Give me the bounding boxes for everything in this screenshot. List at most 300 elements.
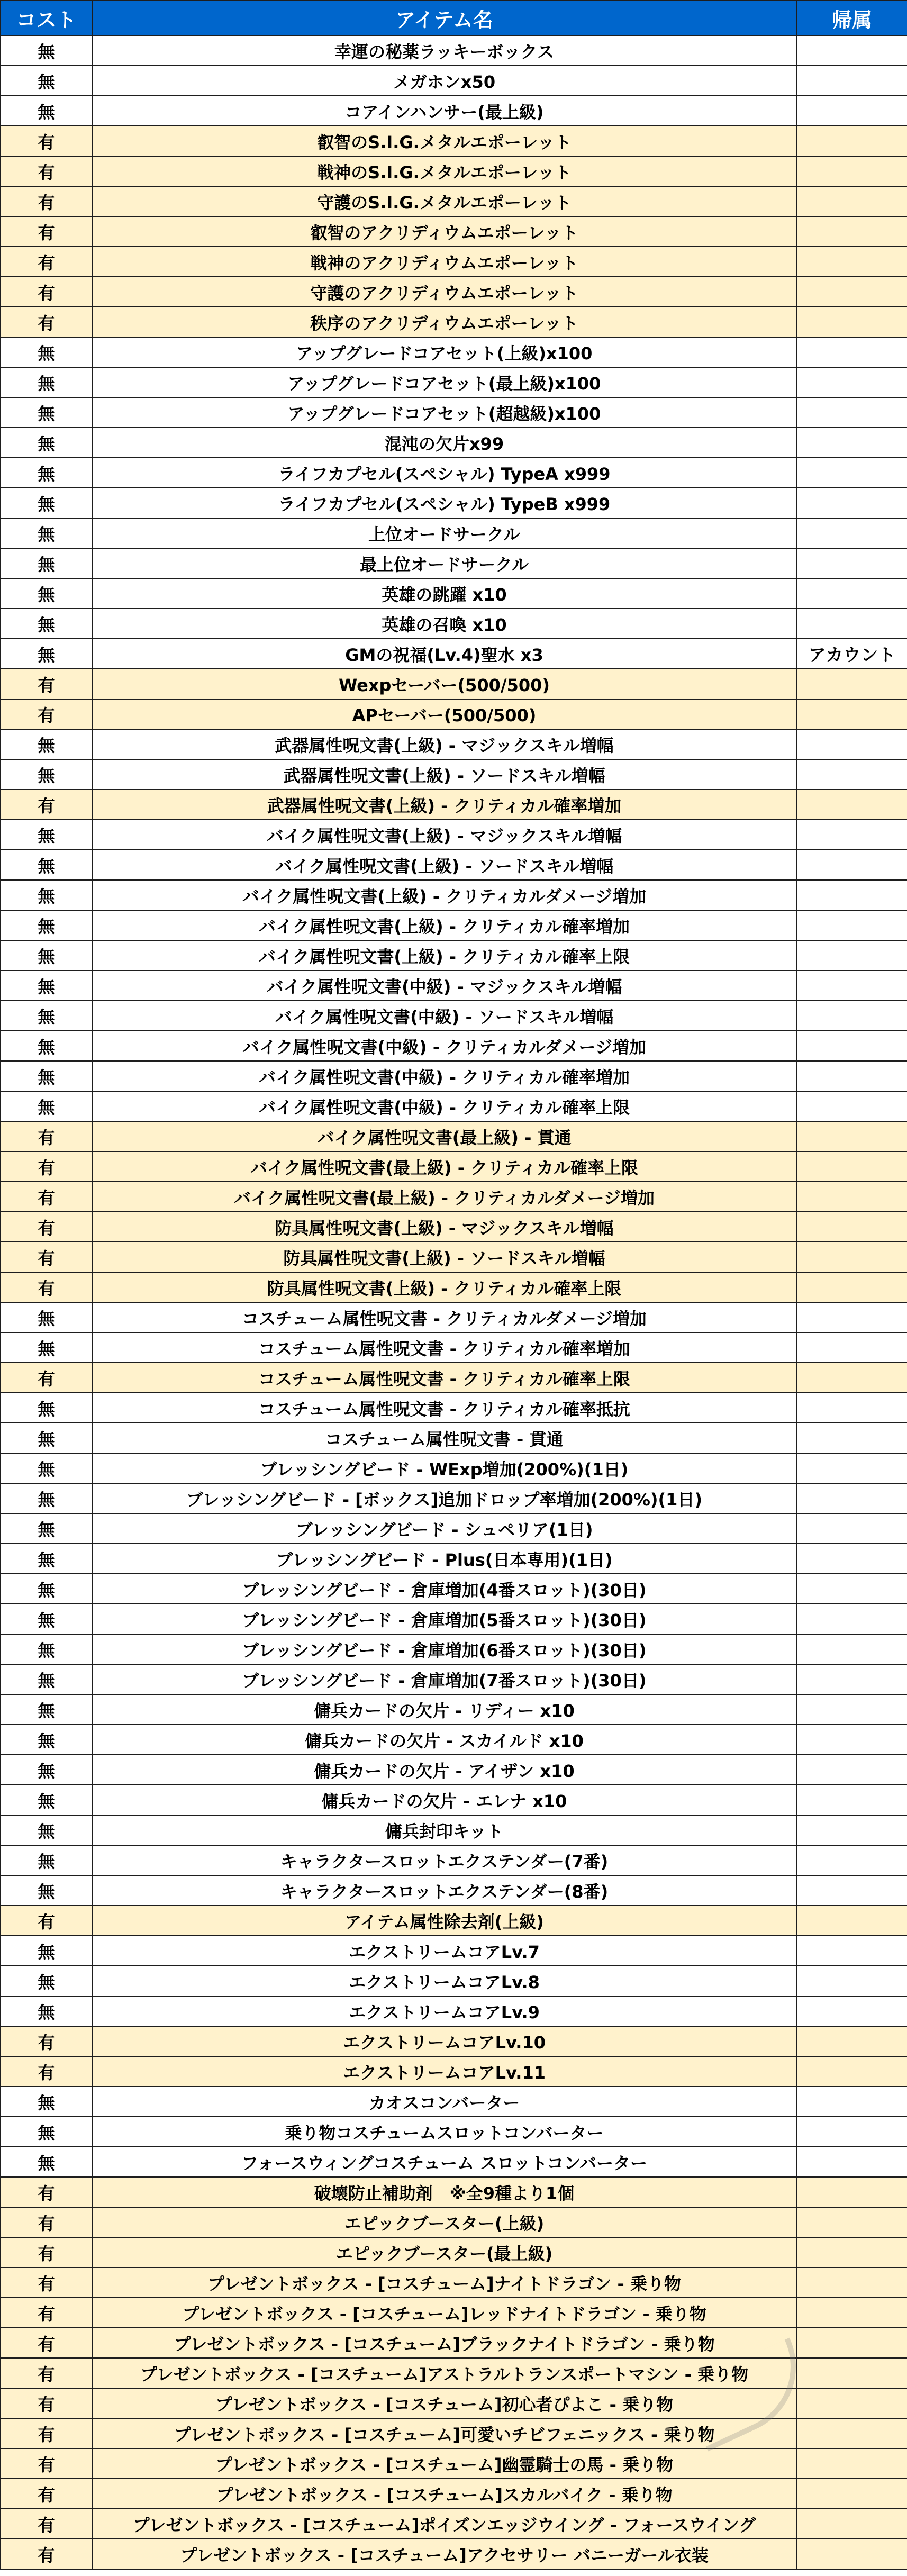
cost-cell: 有 (1, 2267, 92, 2298)
item-name-cell: コスチューム属性呪文書 - クリティカル確率上限 (92, 1363, 796, 1393)
item-name-cell: ブレッシングビード - 倉庫増加(6番スロット)(30日) (92, 1634, 796, 1664)
cost-cell: 有 (1, 2298, 92, 2328)
cost-cell: 有 (1, 1242, 92, 1272)
bind-cell (796, 2177, 907, 2207)
bind-cell (796, 307, 907, 337)
table-row (1, 578, 907, 609)
table-row (1, 2087, 907, 2117)
bind-cell (796, 1031, 907, 1061)
item-name-cell: 英雄の召喚 x10 (92, 609, 796, 639)
cost-cell: 無 (1, 1302, 92, 1332)
table-row (1, 1725, 907, 1755)
table-row (1, 2056, 907, 2087)
bind-cell (796, 1845, 907, 1875)
item-name-cell: Wexpセーバー(500/500) (92, 669, 796, 699)
table-row (1, 639, 907, 669)
cost-cell: 有 (1, 2177, 92, 2207)
header-item-name: アイテム名 (92, 1, 796, 35)
table-row (1, 1212, 907, 1242)
cost-cell: 有 (1, 2448, 92, 2479)
table-row (1, 2147, 907, 2177)
item-name-cell: ブレッシングビード - 倉庫増加(5番スロット)(30日) (92, 1604, 796, 1634)
bind-cell (796, 337, 907, 367)
bind-cell (796, 2328, 907, 2358)
table-row (1, 126, 907, 156)
table-row (1, 1151, 907, 1182)
cost-cell: 無 (1, 1875, 92, 1906)
table-row (1, 1845, 907, 1875)
cost-cell: 無 (1, 910, 92, 940)
item-name-cell: 武器属性呪文書(上級) - ソードスキル増幅 (92, 759, 796, 790)
item-name-cell: バイク属性呪文書(上級) - クリティカル確率増加 (92, 910, 796, 940)
table-row (1, 488, 907, 518)
table-row (1, 2539, 907, 2569)
table-row (1, 156, 907, 186)
item-name-cell: ブレッシングビード - 倉庫増加(4番スロット)(30日) (92, 1574, 796, 1604)
table-body (1, 35, 907, 2569)
item-name-cell: 破壊防止補助剤 ※全9種より1個 (92, 2177, 796, 2207)
table-row (1, 307, 907, 337)
bind-cell (796, 2147, 907, 2177)
table-row (1, 2388, 907, 2418)
table-row (1, 277, 907, 307)
cost-cell: 有 (1, 2509, 92, 2539)
cost-cell: 無 (1, 96, 92, 126)
bind-cell (796, 2087, 907, 2117)
cost-cell: 有 (1, 2207, 92, 2237)
table-row (1, 1664, 907, 1694)
cost-cell: 有 (1, 2328, 92, 2358)
item-name-cell: エクストリームコアLv.11 (92, 2056, 796, 2087)
bind-cell (796, 1875, 907, 1906)
bind-cell (796, 1634, 907, 1664)
table-row (1, 2479, 907, 2509)
table-row (1, 729, 907, 759)
cost-cell: 無 (1, 1574, 92, 1604)
table-row (1, 1423, 907, 1453)
bind-cell (796, 1151, 907, 1182)
table-row (1, 1332, 907, 1363)
bind-cell (796, 759, 907, 790)
item-name-cell: 英雄の跳躍 x10 (92, 578, 796, 609)
bind-cell (796, 247, 907, 277)
bind-cell (796, 156, 907, 186)
bind-cell (796, 488, 907, 518)
cost-cell: 有 (1, 1363, 92, 1393)
cost-cell: 有 (1, 1182, 92, 1212)
item-name-cell: バイク属性呪文書(上級) - ソードスキル増幅 (92, 850, 796, 880)
bind-cell (796, 397, 907, 428)
table-row (1, 397, 907, 428)
cost-cell: 無 (1, 850, 92, 880)
item-name-cell: 秩序のアクリディウムエポーレット (92, 307, 796, 337)
item-name-cell: キャラクタースロットエクステンダー(8番) (92, 1875, 796, 1906)
item-name-cell: コスチューム属性呪文書 - クリティカル確率増加 (92, 1332, 796, 1363)
table-row (1, 2237, 907, 2267)
table-row (1, 2026, 907, 2056)
bind-cell (796, 96, 907, 126)
cost-cell: 有 (1, 2026, 92, 2056)
bind-cell (796, 1121, 907, 1151)
bind-cell (796, 699, 907, 729)
table-row (1, 2418, 907, 2448)
item-name-cell: GMの祝福(Lv.4)聖水 x3 (92, 639, 796, 669)
item-name-cell: プレゼントボックス - [コスチューム]可愛いチビフェニックス - 乗り物 (92, 2418, 796, 2448)
item-name-cell: バイク属性呪文書(最上級) - クリティカル確率上限 (92, 1151, 796, 1182)
table-row (1, 790, 907, 820)
item-name-cell: ブレッシングビード - WExp増加(200%)(1日) (92, 1453, 796, 1483)
bind-cell (796, 1996, 907, 2026)
cost-cell: 無 (1, 1966, 92, 1996)
bind-cell (796, 1242, 907, 1272)
item-name-cell: プレゼントボックス - [コスチューム]アクセサリー バニーガール衣装 (92, 2539, 796, 2569)
item-name-cell: 傭兵カードの欠片 - リディー x10 (92, 1694, 796, 1725)
cost-cell: 有 (1, 2418, 92, 2448)
item-name-cell: プレゼントボックス - [コスチューム]アストラルトランスポートマシン - 乗り物 (92, 2358, 796, 2388)
bind-cell (796, 1513, 907, 1544)
item-name-cell: プレゼントボックス - [コスチューム]ポイズンエッジウイング - フォースウイング (92, 2509, 796, 2539)
item-name-cell: バイク属性呪文書(最上級) - 貫通 (92, 1121, 796, 1151)
table-row (1, 1634, 907, 1664)
item-name-cell: 叡智のS.I.G.メタルエポーレット (92, 126, 796, 156)
item-name-cell: コスチューム属性呪文書 - クリティカル確率抵抗 (92, 1393, 796, 1423)
cost-cell: 有 (1, 1151, 92, 1182)
table-row (1, 1121, 907, 1151)
bind-cell (796, 277, 907, 307)
item-name-cell: 戦神のS.I.G.メタルエポーレット (92, 156, 796, 186)
cost-cell: 有 (1, 156, 92, 186)
cost-cell: 無 (1, 548, 92, 578)
cost-cell: 無 (1, 1996, 92, 2026)
cost-cell: 有 (1, 2056, 92, 2087)
bind-cell (796, 367, 907, 397)
table-row (1, 1302, 907, 1332)
table-row (1, 2509, 907, 2539)
table-header (1, 1, 907, 35)
table-row (1, 759, 907, 790)
table-row (1, 2358, 907, 2388)
cost-cell: 無 (1, 2147, 92, 2177)
table-row (1, 1031, 907, 1061)
table-row (1, 337, 907, 367)
item-name-cell: 傭兵カードの欠片 - エレナ x10 (92, 1785, 796, 1815)
header-cost: コスト (1, 1, 92, 35)
cost-cell: 無 (1, 337, 92, 367)
cost-cell: 有 (1, 2539, 92, 2569)
cost-cell: 無 (1, 66, 92, 96)
item-name-cell: 戦神のアクリディウムエポーレット (92, 247, 796, 277)
cost-cell: 無 (1, 1332, 92, 1363)
item-name-cell: プレゼントボックス - [コスチューム]レッドナイトドラゴン - 乗り物 (92, 2298, 796, 2328)
item-name-cell: ブレッシングビード - シュペリア(1日) (92, 1513, 796, 1544)
item-name-cell: 最上位オードサークル (92, 548, 796, 578)
table-row (1, 1966, 907, 1996)
table-row (1, 1906, 907, 1936)
item-name-cell: コスチューム属性呪文書 - 貫通 (92, 1423, 796, 1453)
table-row (1, 1272, 907, 1302)
bind-cell (796, 940, 907, 970)
bind-cell (796, 1785, 907, 1815)
bind-cell (796, 729, 907, 759)
header-row (1, 1, 907, 35)
bind-cell (796, 66, 907, 96)
cost-cell: 無 (1, 1513, 92, 1544)
cost-cell: 無 (1, 458, 92, 488)
bind-cell (796, 1001, 907, 1031)
cost-cell: 無 (1, 970, 92, 1001)
bind-cell (796, 1755, 907, 1785)
item-name-cell: バイク属性呪文書(中級) - マジックスキル増幅 (92, 970, 796, 1001)
item-name-cell: キャラクタースロットエクステンダー(7番) (92, 1845, 796, 1875)
bind-cell (796, 1302, 907, 1332)
bind-cell (796, 1694, 907, 1725)
cost-cell: 無 (1, 428, 92, 458)
item-name-cell: バイク属性呪文書(中級) - クリティカル確率上限 (92, 1091, 796, 1121)
cost-cell: 無 (1, 880, 92, 910)
item-name-cell: プレゼントボックス - [コスチューム]幽霊騎士の馬 - 乗り物 (92, 2448, 796, 2479)
item-name-cell: エクストリームコアLv.7 (92, 1936, 796, 1966)
table-row (1, 880, 907, 910)
table-row (1, 669, 907, 699)
item-name-cell: 幸運の秘薬ラッキーボックス (92, 35, 796, 66)
table-row (1, 1091, 907, 1121)
item-name-cell: コアインハンサー(最上級) (92, 96, 796, 126)
item-name-cell: 守護のアクリディウムエポーレット (92, 277, 796, 307)
cost-cell: 有 (1, 790, 92, 820)
item-name-cell: プレゼントボックス - [コスチューム]ナイトドラゴン - 乗り物 (92, 2267, 796, 2298)
cost-cell: 無 (1, 1393, 92, 1423)
table-row (1, 1513, 907, 1544)
cost-cell: 無 (1, 35, 92, 66)
table-row (1, 1574, 907, 1604)
item-name-cell: 混沌の欠片x99 (92, 428, 796, 458)
cost-cell: 有 (1, 1272, 92, 1302)
item-name-cell: アップグレードコアセット(超越級)x100 (92, 397, 796, 428)
bind-cell (796, 2358, 907, 2388)
bind-cell (796, 216, 907, 247)
bind-cell (796, 1815, 907, 1845)
cost-cell: 無 (1, 518, 92, 548)
cost-cell: 有 (1, 669, 92, 699)
bind-cell (796, 548, 907, 578)
cost-cell: 無 (1, 1785, 92, 1815)
cost-cell: 有 (1, 2479, 92, 2509)
cost-cell: 無 (1, 488, 92, 518)
item-name-cell: APセーバー(500/500) (92, 699, 796, 729)
bind-cell (796, 1664, 907, 1694)
table-row (1, 1393, 907, 1423)
table-row (1, 1061, 907, 1091)
table-row (1, 1694, 907, 1725)
bind-cell (796, 1453, 907, 1483)
table-row (1, 66, 907, 96)
table-row (1, 367, 907, 397)
item-name-cell: バイク属性呪文書(最上級) - クリティカルダメージ増加 (92, 1182, 796, 1212)
table-row (1, 940, 907, 970)
cost-cell: 有 (1, 2388, 92, 2418)
bind-cell (796, 1574, 907, 1604)
item-name-cell: フォースウィングコスチューム スロットコンバーター (92, 2147, 796, 2177)
item-name-cell: 傭兵カードの欠片 - スカイルド x10 (92, 1725, 796, 1755)
table-row (1, 1544, 907, 1574)
table-row (1, 910, 907, 940)
item-name-cell: エピックブースター(最上級) (92, 2237, 796, 2267)
bind-cell (796, 1363, 907, 1393)
cost-cell: 無 (1, 2087, 92, 2117)
cost-cell: 無 (1, 1604, 92, 1634)
cost-cell: 無 (1, 1664, 92, 1694)
table-row (1, 1453, 907, 1483)
cost-cell: 有 (1, 216, 92, 247)
table-row (1, 1936, 907, 1966)
bind-cell (796, 1936, 907, 1966)
bind-cell (796, 2539, 907, 2569)
cost-cell: 無 (1, 397, 92, 428)
table-row (1, 2207, 907, 2237)
bind-cell (796, 2237, 907, 2267)
bind-cell (796, 1272, 907, 1302)
bind-cell (796, 850, 907, 880)
item-name-cell: プレゼントボックス - [コスチューム]初心者ぴよこ - 乗り物 (92, 2388, 796, 2418)
cost-cell: 無 (1, 578, 92, 609)
table-row (1, 518, 907, 548)
cost-cell: 無 (1, 1634, 92, 1664)
cost-cell: 有 (1, 186, 92, 216)
cost-cell: 無 (1, 1725, 92, 1755)
cost-cell: 有 (1, 1121, 92, 1151)
bind-cell (796, 1393, 907, 1423)
bind-cell (796, 2479, 907, 2509)
item-name-cell: エクストリームコアLv.8 (92, 1966, 796, 1996)
table-row (1, 458, 907, 488)
table-row (1, 186, 907, 216)
cost-cell: 無 (1, 2117, 92, 2147)
item-name-cell: 防具属性呪文書(上級) - マジックスキル増幅 (92, 1212, 796, 1242)
table-row (1, 1785, 907, 1815)
item-name-cell: 傭兵封印キット (92, 1815, 796, 1845)
table-row (1, 2448, 907, 2479)
bind-cell (796, 2418, 907, 2448)
cost-cell: 無 (1, 759, 92, 790)
item-name-cell: 武器属性呪文書(上級) - クリティカル確率増加 (92, 790, 796, 820)
item-name-cell: バイク属性呪文書(中級) - ソードスキル増幅 (92, 1001, 796, 1031)
table-row (1, 1755, 907, 1785)
cost-cell: 有 (1, 307, 92, 337)
item-name-cell: ブレッシングビード - Plus(日本専用)(1日) (92, 1544, 796, 1574)
cost-cell: 有 (1, 1906, 92, 1936)
table-row (1, 2298, 907, 2328)
item-name-cell: アイテム属性除去剤(上級) (92, 1906, 796, 1936)
item-name-cell: バイク属性呪文書(上級) - クリティカル確率上限 (92, 940, 796, 970)
item-name-cell: プレゼントボックス - [コスチューム]ブラックナイトドラゴン - 乗り物 (92, 2328, 796, 2358)
bind-cell (796, 1906, 907, 1936)
item-name-cell: カオスコンバーター (92, 2087, 796, 2117)
table-row (1, 1604, 907, 1634)
bind-cell (796, 1212, 907, 1242)
bind-cell (796, 2298, 907, 2328)
bind-cell (796, 2267, 907, 2298)
bind-cell (796, 1725, 907, 1755)
bind-cell (796, 1604, 907, 1634)
table-row (1, 1001, 907, 1031)
table-row (1, 2267, 907, 2298)
table-row (1, 2177, 907, 2207)
table-row (1, 609, 907, 639)
table-row (1, 699, 907, 729)
item-name-cell: プレゼントボックス - [コスチューム]スカルバイク - 乗り物 (92, 2479, 796, 2509)
item-name-cell: バイク属性呪文書(上級) - マジックスキル増幅 (92, 820, 796, 850)
bind-cell (796, 35, 907, 66)
cost-cell: 無 (1, 1544, 92, 1574)
bind-cell (796, 1182, 907, 1212)
bind-cell (796, 518, 907, 548)
cost-cell: 無 (1, 1755, 92, 1785)
table-row (1, 216, 907, 247)
item-name-cell: エクストリームコアLv.9 (92, 1996, 796, 2026)
bind-cell (796, 1483, 907, 1513)
item-name-cell: バイク属性呪文書(中級) - クリティカルダメージ増加 (92, 1031, 796, 1061)
bind-cell (796, 790, 907, 820)
item-name-cell: エピックブースター(上級) (92, 2207, 796, 2237)
table-row (1, 1242, 907, 1272)
bind-cell (796, 609, 907, 639)
bind-cell (796, 820, 907, 850)
item-name-cell: 叡智のアクリディウムエポーレット (92, 216, 796, 247)
item-name-cell: コスチューム属性呪文書 - クリティカルダメージ増加 (92, 1302, 796, 1332)
cost-cell: 有 (1, 699, 92, 729)
cost-cell: 無 (1, 729, 92, 759)
table-row (1, 1363, 907, 1393)
bind-cell (796, 1966, 907, 1996)
bind-cell (796, 2509, 907, 2539)
item-name-cell: ライフカプセル(スペシャル) TypeA x999 (92, 458, 796, 488)
item-name-cell: アップグレードコアセット(最上級)x100 (92, 367, 796, 397)
cost-cell: 無 (1, 1483, 92, 1513)
table-row (1, 2117, 907, 2147)
bind-cell (796, 2117, 907, 2147)
bind-cell (796, 880, 907, 910)
bind-cell (796, 2207, 907, 2237)
bind-cell (796, 1332, 907, 1363)
item-name-cell: 傭兵カードの欠片 - アイザン x10 (92, 1755, 796, 1785)
bind-cell (796, 2388, 907, 2418)
table-row (1, 1182, 907, 1212)
bind-cell (796, 1061, 907, 1091)
table-row (1, 35, 907, 66)
cost-cell: 無 (1, 1423, 92, 1453)
cost-cell: 無 (1, 1453, 92, 1483)
bind-cell (796, 1544, 907, 1574)
table-row (1, 1483, 907, 1513)
cost-cell: 無 (1, 1061, 92, 1091)
cost-cell: 無 (1, 639, 92, 669)
bind-cell (796, 970, 907, 1001)
item-name-cell: エクストリームコアLv.10 (92, 2026, 796, 2056)
table-row (1, 850, 907, 880)
bind-cell (796, 2448, 907, 2479)
table-row (1, 1996, 907, 2026)
cost-cell: 無 (1, 940, 92, 970)
cost-cell: 無 (1, 1001, 92, 1031)
table-row (1, 548, 907, 578)
item-name-cell: バイク属性呪文書(上級) - クリティカルダメージ増加 (92, 880, 796, 910)
bind-cell (796, 428, 907, 458)
cost-cell: 無 (1, 1694, 92, 1725)
bind-cell: アカウント (796, 639, 907, 669)
cost-cell: 有 (1, 277, 92, 307)
item-name-cell: バイク属性呪文書(中級) - クリティカル確率増加 (92, 1061, 796, 1091)
bind-cell (796, 669, 907, 699)
